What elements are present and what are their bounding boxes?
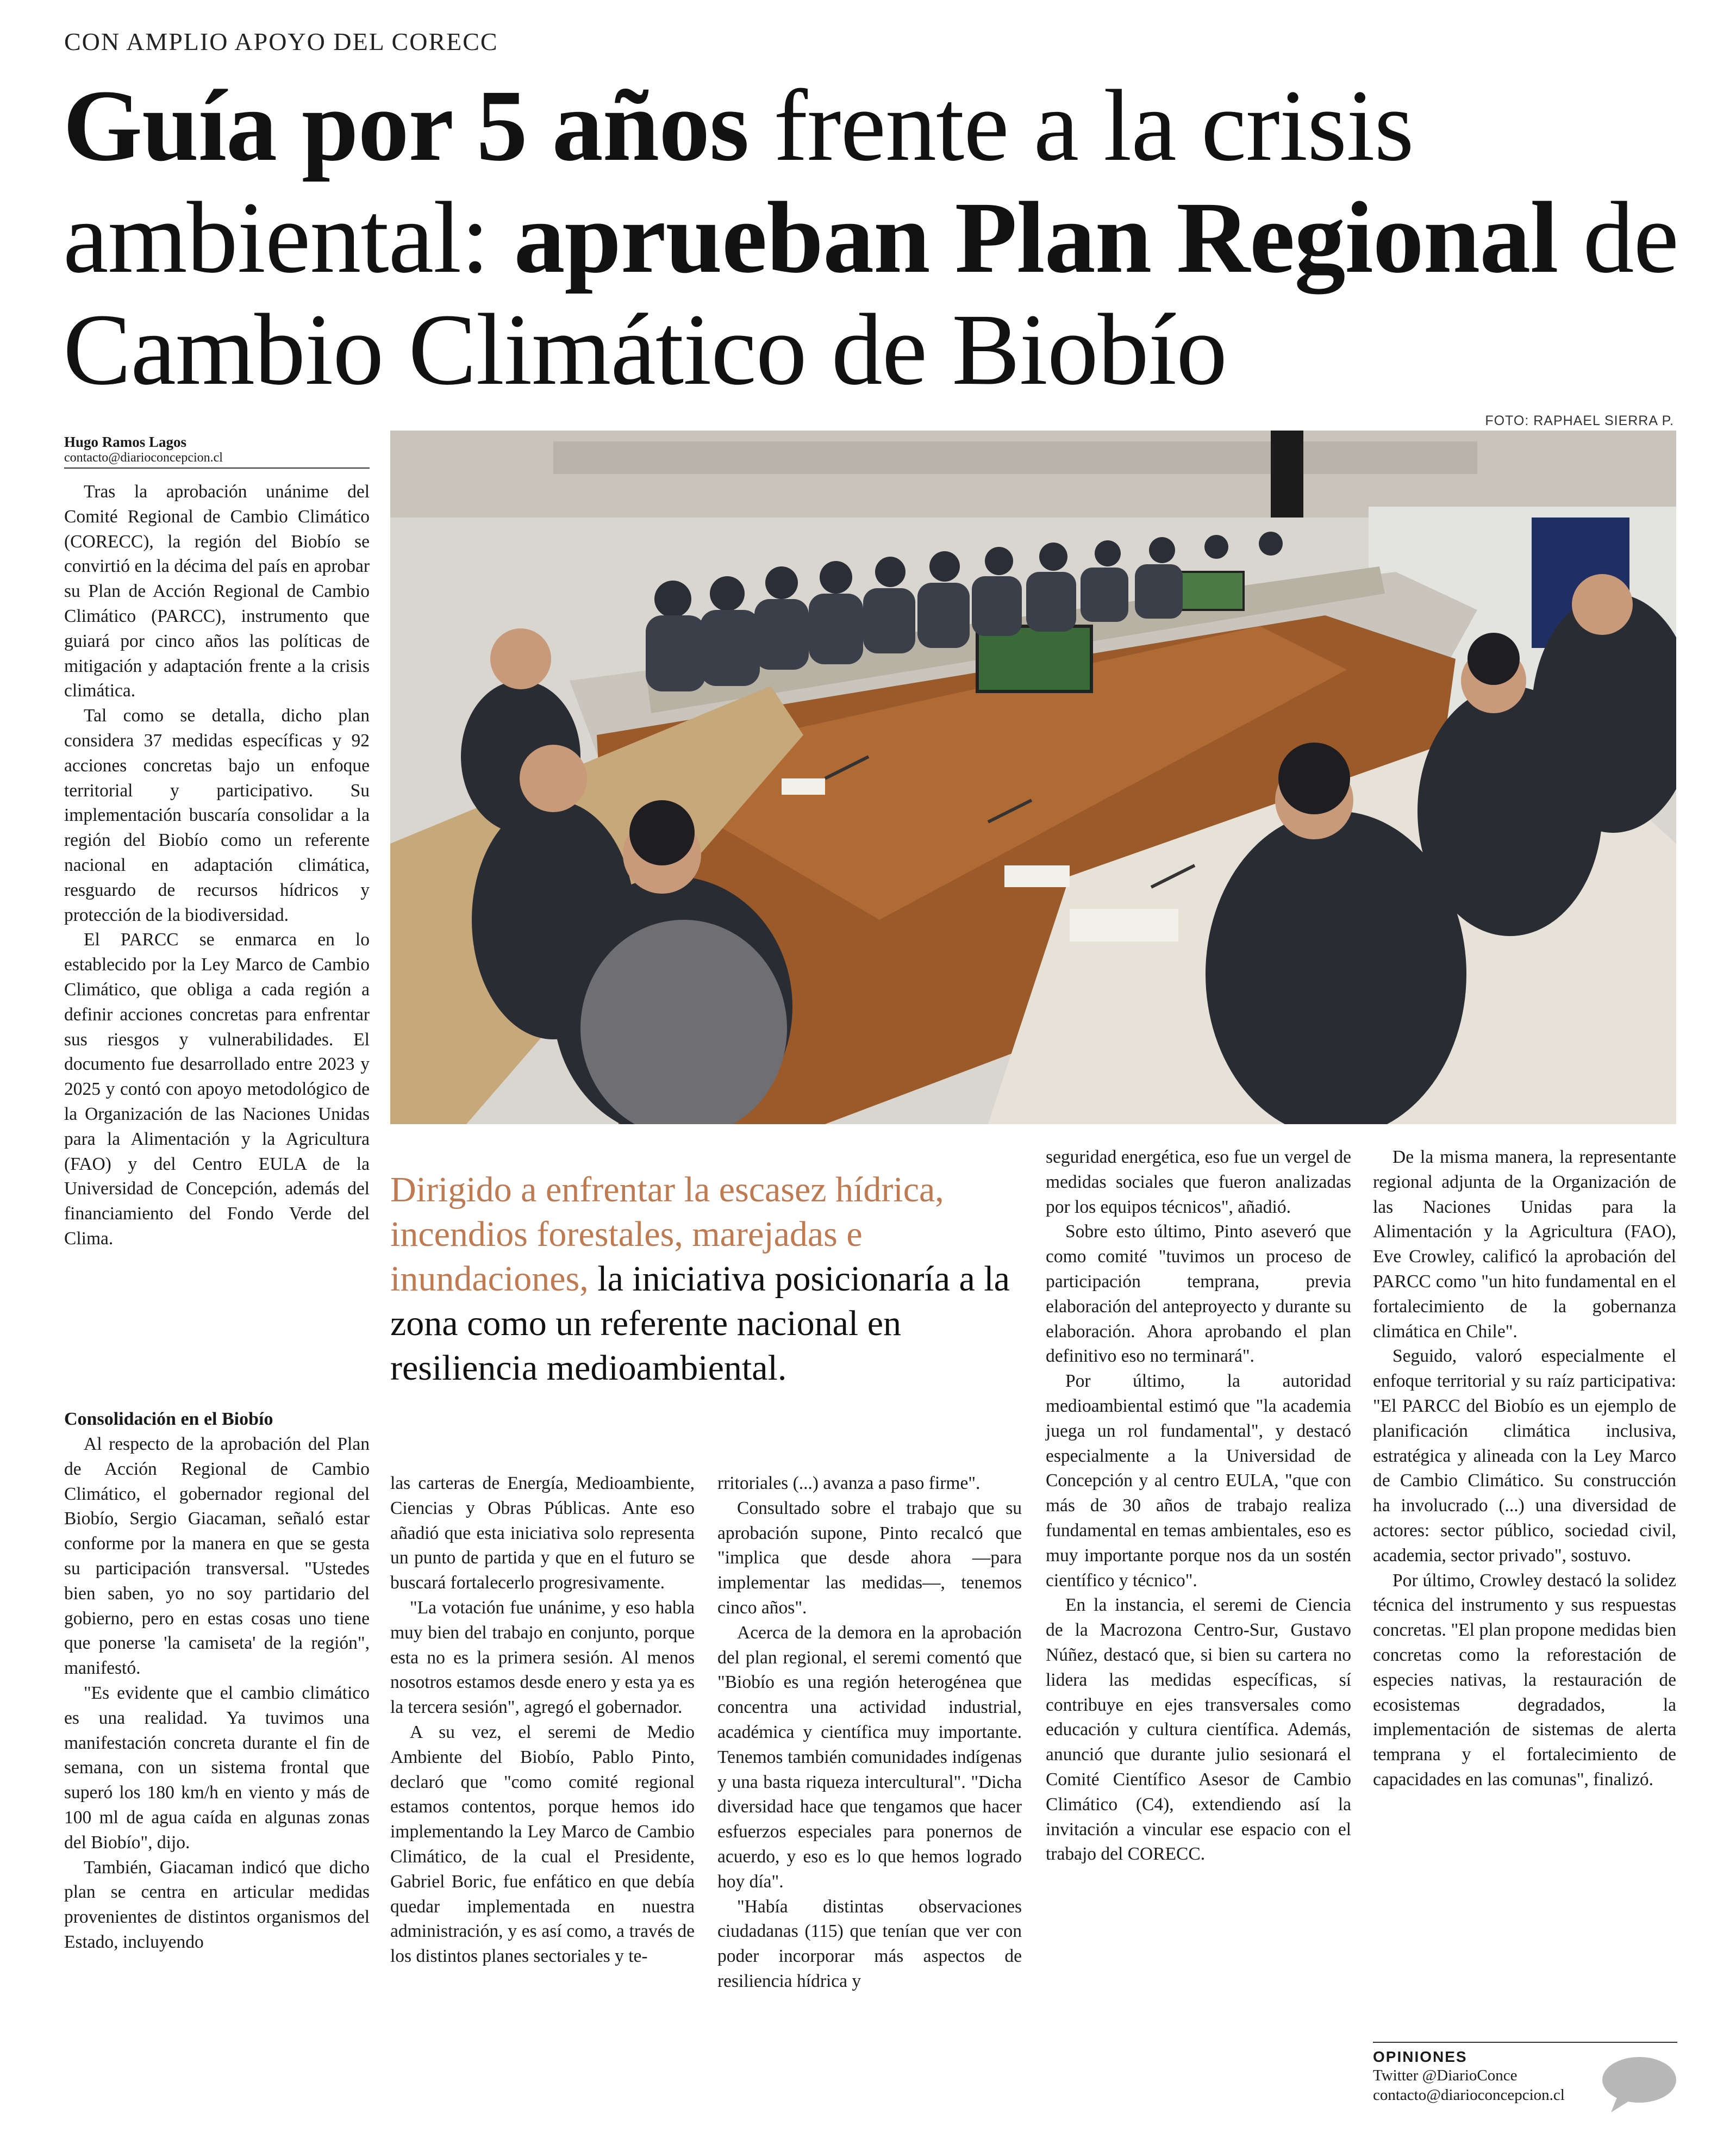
paragraph: Por último, Crowley destacó la solidez técnica del instrumento y sus respuestas concretas. "El plan propone medidas bien concretas como la reforestación de especies nativas, la restauración de ecosistemas degradados, la implementación de sistemas de alerta temprana y el fortalecimiento de capacidades en las comunas", finalizó. <box>1373 1570 1676 1790</box>
meeting-photo-illustration <box>390 431 1676 1124</box>
paragraph: Sobre esto último, Pinto aseveró que como comité "tuvimos un proceso de participación temprana, previa elaboración del anteproyecto y durante su elaboración. Ahora aprobando el plan definitivo eso no terminará". <box>1046 1221 1351 1367</box>
paragraph: También, Giacaman indicó que dicho plan se centra en articular medidas provenientes de distintos organismos del Estado, incluyendo <box>64 1857 370 1952</box>
article-column-1-top <box>64 479 370 1251</box>
article-column-4 <box>1046 1145 1351 1867</box>
paragraph: Acerca de la demora en la aprobación del plan regional, el seremi comentó que "Biobío es una región heterogénea que concentra una actividad industrial, académica y científica muy importante. Tenemos también comunidades indígenas y una basta riqueza intercultural". "Dicha diversidad hace que tengamos que hacer esfuerzos especiales para ponernos de acuerdo, y eso es lo que hemos logrado hoy día". <box>717 1622 1022 1892</box>
paragraph: rritoriales (...) avanza a paso firme". <box>717 1473 981 1493</box>
headline <box>63 70 1683 406</box>
deck-rest: la iniciativa posicionaría a la zona como un referente nacional en resiliencia medioambiental. <box>390 1259 1010 1388</box>
paragraph: "Es evidente que el cambio climático es una realidad. Ya tuvimos una manifestación concreta durante el fin de semana, con un sistema frontal que superó los 180 km/h en viento y más de 100 ml de agua caída en algunas zonas del Biobío", dijo. <box>64 1682 370 1853</box>
paragraph: Seguido, valoró especialmente el enfoque territorial y su raíz participativa: "El PARCC del Biobío es un ejemplo de planificación climática inclusiva, estratégica y alineada con la Ley Marco de Cambio Climático. Su construcción ha involucrado (...) una diversidad de actores: sector público, sociedad civil, academia, sector privado", sostuvo. <box>1373 1346 1676 1566</box>
headline-regular-2: de Cambio Climático de Biobío <box>63 180 1678 406</box>
author-name: Hugo Ramos Lagos <box>64 434 187 450</box>
opinions-divider <box>1373 2042 1677 2043</box>
kicker: CON AMPLIO APOYO DEL CORECC <box>64 28 498 55</box>
author-email: contacto@diarioconcepcion.cl <box>64 451 223 465</box>
deck-accent: Dirigido a enfrentar la escasez hídrica, incendios forestales, marejadas e inundaciones, <box>390 1170 944 1299</box>
meeting-photo <box>390 431 1676 1124</box>
paragraph: "Había distintas observaciones ciudadanas (115) que tenían que ver con poder incorporar más aspectos de resiliencia hídrica y <box>717 1896 1022 1991</box>
subhead: Consolidación en el Biobío <box>64 1409 273 1429</box>
contact-email[interactable]: contacto@diarioconcepcion.cl <box>1373 2086 1565 2104</box>
speech-bubble-icon <box>1601 2056 1677 2112</box>
byline-divider <box>64 467 370 469</box>
paragraph: Por último, la autoridad medioambiental estimó que "la academia juega un rol fundamental", y destacó especialmente a la Universidad de Concepción y al centro EULA, "que con más de 30 años de trabajo realiza fundamental en temas ambientales, eso es muy importante porque nos da un sostén científico y técnico". <box>1046 1371 1351 1591</box>
byline <box>64 434 369 465</box>
paragraph: "La votación fue unánime, y eso habla muy bien del trabajo en conjunto, porque esta no es la primera sesión. Al menos nosotros estamos desde enero y esta ya es la tercera sesión", agregó el gobernador. <box>390 1597 695 1718</box>
paragraph: Consultado sobre el trabajo que su aprobación supone, Pinto recalcó que "implica que desde ahora —para implementar las medidas—, tenemos cinco años". <box>717 1498 1022 1618</box>
paragraph: Al respecto de la aprobación del Plan de Acción Regional de Cambio Climático, el gobernador regional del Biobío, Sergio Giacaman, señaló estar conforme por la manera en que se gesta su participación transversal. "Ustedes bien saben, yo no soy partidario del gobierno, pero en estas cosas uno tiene que ponerse 'la camiseta' de la región", manifestó. <box>64 1434 370 1679</box>
article-column-3 <box>717 1471 1022 1994</box>
paragraph: El PARCC se enmarca en lo establecido por la Ley Marco de Cambio Climático, que obliga a cada región a definir acciones concretas para enfrentar sus riesgos y vulnerabilidades. El documento fue desarrollado entre 2023 y 2025 y contó con apoyo metodológico de la Organización de las Naciones Unidas para la Alimentación y la Agricultura (FAO) y del Centro EULA de la Universidad de Concepción, además del financiamiento del Fondo Verde del Clima. <box>64 930 370 1249</box>
paragraph: las carteras de Energía, Medioambiente, Ciencias y Obras Públicas. Ante eso añadió que esta iniciativa solo representa un punto de partida y que en el futuro se buscará fortalecerlo progresivamente. <box>390 1473 695 1593</box>
deck-quote <box>390 1168 1021 1391</box>
headline-regular-1: frente a la crisis ambiental: <box>63 68 1414 294</box>
photo-credit: FOTO: RAPHAEL SIERRA P. <box>1485 413 1674 428</box>
paragraph: En la instancia, el seremi de Ciencia de la Macrozona Centro-Sur, Gustavo Núñez, destacó que, si bien su cartera no lidera las medidas específicas, sí contribuye en ejes transversales como educación y cultura científica. Además, anunció que durante julio sesionará el Comité Científico Asesor de Cambio Climático (C4), extendiendo así la invitación a vincular ese espacio con el trabajo del CORECC. <box>1046 1595 1351 1865</box>
article-column-2 <box>390 1471 695 1969</box>
paragraph: Tal como se detalla, dicho plan considera 37 medidas específicas y 92 acciones concretas bajo un enfoque territorial y participativo. Su implementación buscaría consolidar a la región del Biobío como un referente nacional en adaptación climática, resguardo de recursos hídricos y protección de la biodiversidad. <box>64 706 370 925</box>
paragraph: seguridad energética, eso fue un vergel de medidas sociales que fueron analizadas por los equipos técnicos", añadió. <box>1046 1147 1351 1217</box>
paragraph: A su vez, el seremi de Medio Ambiente del Biobío, Pablo Pinto, declaró que "como comité regional estamos contentos, porque hemos ido implementando la Ley Marco de Cambio Climático, de la cual el Presidente, Gabriel Boric, fue enfático en que debía quedar implementada en nuestra administración, y es así como, a través de los distintos planes sectoriales y te- <box>390 1722 695 1967</box>
headline-bold-2: aprueban Plan Regional <box>514 180 1558 294</box>
paragraph: Tras la aprobación unánime del Comité Regional de Cambio Climático (CORECC), la región del Biobío se convirtió en la décima del país en aprobar su Plan de Acción Regional de Cambio Climático (PARCC), instrumento que guiará por cinco años las políticas de mitigación y adaptación frente a la crisis climática. <box>64 482 370 701</box>
article-column-1-bottom <box>64 1407 370 1955</box>
article-column-5 <box>1373 1145 1676 1792</box>
opinions-label: OPINIONES <box>1373 2048 1468 2065</box>
paragraph: De la misma manera, la representante regional adjunta de la Organización de las Naciones Unidas para la Alimentación y la Agricultura (FAO), Eve Crowley, calificó la aprobación del PARCC como "un hito fundamental en el fortalecimiento de la gobernanza climática en Chile". <box>1373 1147 1676 1342</box>
headline-bold-1: Guía por 5 años <box>63 68 749 182</box>
twitter-handle[interactable]: Twitter @DiarioConce <box>1373 2067 1518 2084</box>
